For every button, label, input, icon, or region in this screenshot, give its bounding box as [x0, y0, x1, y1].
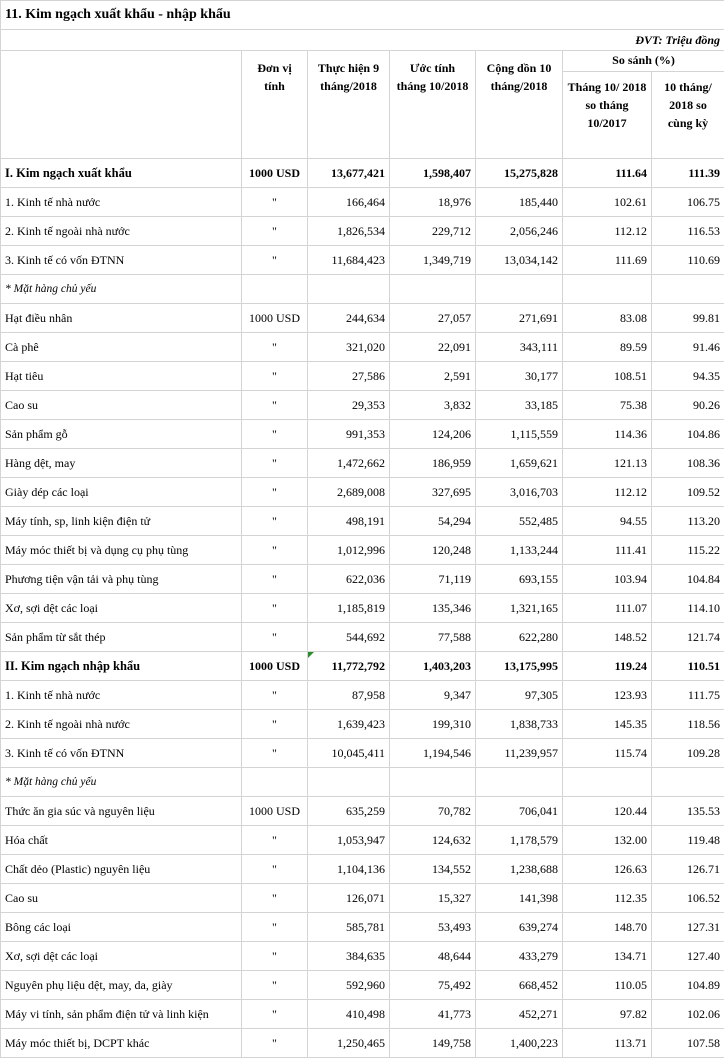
row-name: 3. Kinh tế có vốn ĐTNN	[1, 246, 242, 275]
row-col1: 991,353	[308, 420, 390, 449]
row-col4	[563, 768, 652, 797]
row-col4: 114.36	[563, 420, 652, 449]
row-col2	[390, 768, 476, 797]
table-row	[1, 507, 724, 536]
row-col4: 111.41	[563, 536, 652, 565]
row-col1: 1,826,534	[308, 217, 390, 246]
row-col2: 1,403,203	[390, 652, 476, 681]
table-row	[1, 536, 724, 565]
row-col5: 115.22	[652, 536, 724, 565]
row-name: Xơ, sợi dệt các loại	[1, 594, 242, 623]
row-col5: 135.53	[652, 797, 724, 826]
row-col4: 148.52	[563, 623, 652, 652]
row-col2: 135,346	[390, 594, 476, 623]
row-col3: 185,440	[476, 188, 563, 217]
row-col5: 126.71	[652, 855, 724, 884]
row-col2: 9,347	[390, 681, 476, 710]
row-name: I. Kim ngạch xuất khẩu	[1, 159, 242, 188]
row-col4: 75.38	[563, 391, 652, 420]
row-unit: "	[242, 449, 308, 478]
row-col4: 132.00	[563, 826, 652, 855]
row-name: Giày dép các loại	[1, 478, 242, 507]
row-col2: 70,782	[390, 797, 476, 826]
row-name: 1. Kinh tế nhà nước	[1, 188, 242, 217]
row-col2: 124,632	[390, 826, 476, 855]
header-col1: Thực hiện 9 tháng/2018	[308, 51, 390, 159]
row-col4: 112.35	[563, 884, 652, 913]
row-col2: 3,832	[390, 391, 476, 420]
row-col3: 1,238,688	[476, 855, 563, 884]
row-col4: 111.64	[563, 159, 652, 188]
row-col2: 22,091	[390, 333, 476, 362]
row-col3: 668,452	[476, 971, 563, 1000]
row-col3: 343,111	[476, 333, 563, 362]
row-unit: 1000 USD	[242, 304, 308, 333]
row-col4: 134.71	[563, 942, 652, 971]
row-name: * Mặt hàng chủ yếu	[1, 275, 242, 304]
row-col4: 112.12	[563, 478, 652, 507]
row-col3: 33,185	[476, 391, 563, 420]
row-col4: 120.44	[563, 797, 652, 826]
row-unit: "	[242, 594, 308, 623]
row-col1: 2,689,008	[308, 478, 390, 507]
row-name: Thức ăn gia súc và nguyên liệu	[1, 797, 242, 826]
row-name: Máy móc thiết bị và dụng cụ phụ tùng	[1, 536, 242, 565]
table-row	[1, 304, 724, 333]
header-col5: 10 tháng/ 2018 so cùng kỳ	[652, 72, 724, 159]
row-col5	[652, 275, 724, 304]
row-col4: 108.51	[563, 362, 652, 391]
row-name: 1. Kinh tế nhà nước	[1, 681, 242, 710]
row-col5: 109.52	[652, 478, 724, 507]
row-col2: 229,712	[390, 217, 476, 246]
row-unit: "	[242, 623, 308, 652]
row-col3: 1,115,559	[476, 420, 563, 449]
row-col3: 2,056,246	[476, 217, 563, 246]
row-col4: 121.13	[563, 449, 652, 478]
table-row	[1, 681, 724, 710]
row-name: Cao su	[1, 884, 242, 913]
row-col2: 71,119	[390, 565, 476, 594]
row-col4: 145.35	[563, 710, 652, 739]
row-col2: 41,773	[390, 1000, 476, 1029]
row-unit	[242, 768, 308, 797]
row-col1: 635,259	[308, 797, 390, 826]
row-unit: "	[242, 333, 308, 362]
table-row	[1, 362, 724, 391]
row-col2: 15,327	[390, 884, 476, 913]
header-unit: Đơn vị tính	[242, 51, 308, 159]
row-col3: 1,178,579	[476, 826, 563, 855]
row-col2: 75,492	[390, 971, 476, 1000]
row-col2: 1,598,407	[390, 159, 476, 188]
row-name: Bông các loại	[1, 913, 242, 942]
row-col1: 13,677,421	[308, 159, 390, 188]
row-col2: 186,959	[390, 449, 476, 478]
row-name: Hóa chất	[1, 826, 242, 855]
row-col2: 1,194,546	[390, 739, 476, 768]
row-col3: 452,271	[476, 1000, 563, 1029]
row-col4: 111.69	[563, 246, 652, 275]
row-col5: 111.75	[652, 681, 724, 710]
row-col2: 2,591	[390, 362, 476, 391]
row-unit: "	[242, 478, 308, 507]
row-unit: "	[242, 217, 308, 246]
row-col1: 166,464	[308, 188, 390, 217]
row-col3: 11,239,957	[476, 739, 563, 768]
row-col1: 622,036	[308, 565, 390, 594]
row-unit: "	[242, 855, 308, 884]
row-col3: 13,175,995	[476, 652, 563, 681]
page-title: 11. Kim ngạch xuất khẩu - nhập khẩu	[1, 1, 724, 30]
row-unit: "	[242, 1029, 308, 1058]
header-compare: So sánh (%)	[563, 51, 724, 72]
row-col5: 106.75	[652, 188, 724, 217]
row-col3: 271,691	[476, 304, 563, 333]
row-col3: 3,016,703	[476, 478, 563, 507]
table-row	[1, 739, 724, 768]
row-col3	[476, 275, 563, 304]
row-unit: "	[242, 188, 308, 217]
row-name: Hạt tiêu	[1, 362, 242, 391]
row-col4: 97.82	[563, 1000, 652, 1029]
row-col1: 321,020	[308, 333, 390, 362]
row-unit: "	[242, 739, 308, 768]
row-col4: 83.08	[563, 304, 652, 333]
table-row	[1, 652, 724, 681]
row-col5: 108.36	[652, 449, 724, 478]
row-unit: "	[242, 420, 308, 449]
row-col1: 410,498	[308, 1000, 390, 1029]
row-col2: 120,248	[390, 536, 476, 565]
row-name: Xơ, sợi dệt các loại	[1, 942, 242, 971]
row-col2: 199,310	[390, 710, 476, 739]
row-col5: 104.89	[652, 971, 724, 1000]
table-row	[1, 710, 724, 739]
row-col5: 110.51	[652, 652, 724, 681]
unit-note: ĐVT: Triệu đồng	[1, 30, 724, 51]
row-unit: "	[242, 507, 308, 536]
header-col2: Ước tính tháng 10/2018	[390, 51, 476, 159]
row-name: Hàng dệt, may	[1, 449, 242, 478]
table-row	[1, 333, 724, 362]
row-col4: 115.74	[563, 739, 652, 768]
row-col3: 1,659,621	[476, 449, 563, 478]
row-unit: "	[242, 246, 308, 275]
table-row	[1, 391, 724, 420]
table-row	[1, 797, 724, 826]
row-col5: 91.46	[652, 333, 724, 362]
row-col3: 1,838,733	[476, 710, 563, 739]
row-col1: 1,185,819	[308, 594, 390, 623]
row-col1	[308, 275, 390, 304]
row-col5: 127.40	[652, 942, 724, 971]
row-unit: 1000 USD	[242, 159, 308, 188]
row-name: 2. Kinh tế ngoài nhà nước	[1, 217, 242, 246]
row-col1: 1,639,423	[308, 710, 390, 739]
row-unit: "	[242, 826, 308, 855]
row-col5: 127.31	[652, 913, 724, 942]
row-col1: 592,960	[308, 971, 390, 1000]
row-name: II. Kim ngạch nhập khẩu	[1, 652, 242, 681]
row-col1: 384,635	[308, 942, 390, 971]
row-name: Máy vi tính, sản phẩm điện tử và linh kiện	[1, 1000, 242, 1029]
row-col4: 112.12	[563, 217, 652, 246]
row-col1: 1,250,465	[308, 1029, 390, 1058]
row-unit: "	[242, 681, 308, 710]
row-col4: 94.55	[563, 507, 652, 536]
row-col1: 1,012,996	[308, 536, 390, 565]
row-col1: 126,071	[308, 884, 390, 913]
row-col3: 706,041	[476, 797, 563, 826]
row-col5: 104.86	[652, 420, 724, 449]
row-unit: "	[242, 536, 308, 565]
row-col5	[652, 768, 724, 797]
row-col4: 89.59	[563, 333, 652, 362]
row-col1: 585,781	[308, 913, 390, 942]
row-name: Cao su	[1, 391, 242, 420]
row-unit	[242, 275, 308, 304]
row-col4: 119.24	[563, 652, 652, 681]
row-col2	[390, 275, 476, 304]
table-row	[1, 478, 724, 507]
row-col1: 1,053,947	[308, 826, 390, 855]
row-name: Nguyên phụ liệu dệt, may, da, giày	[1, 971, 242, 1000]
row-col4: 148.70	[563, 913, 652, 942]
row-col5: 99.81	[652, 304, 724, 333]
table-row	[1, 159, 724, 188]
row-col5: 113.20	[652, 507, 724, 536]
row-col1: 29,353	[308, 391, 390, 420]
row-col1: 87,958	[308, 681, 390, 710]
row-col1: 27,586	[308, 362, 390, 391]
row-col2: 1,349,719	[390, 246, 476, 275]
table-row	[1, 420, 724, 449]
row-col1: 1,104,136	[308, 855, 390, 884]
table-row	[1, 1029, 724, 1058]
table-row	[1, 855, 724, 884]
row-col5: 106.52	[652, 884, 724, 913]
row-col5: 111.39	[652, 159, 724, 188]
row-col4	[563, 275, 652, 304]
row-unit: "	[242, 565, 308, 594]
row-col1: 11,684,423	[308, 246, 390, 275]
row-unit: 1000 USD	[242, 797, 308, 826]
table-row	[1, 913, 724, 942]
row-name: Cà phê	[1, 333, 242, 362]
row-col5: 107.58	[652, 1029, 724, 1058]
table-row	[1, 217, 724, 246]
table-row	[1, 275, 724, 304]
row-col4: 110.05	[563, 971, 652, 1000]
row-col2: 134,552	[390, 855, 476, 884]
table-row	[1, 1000, 724, 1029]
row-name: * Mặt hàng chủ yếu	[1, 768, 242, 797]
row-col3: 97,305	[476, 681, 563, 710]
table-row	[1, 449, 724, 478]
row-col2: 327,695	[390, 478, 476, 507]
table-row	[1, 188, 724, 217]
row-name: Phương tiện vận tải và phụ tùng	[1, 565, 242, 594]
row-name: Máy móc thiết bị, DCPT khác	[1, 1029, 242, 1058]
row-col1	[308, 768, 390, 797]
table-row	[1, 565, 724, 594]
row-col2: 77,588	[390, 623, 476, 652]
row-name: 2. Kinh tế ngoài nhà nước	[1, 710, 242, 739]
row-unit: 1000 USD	[242, 652, 308, 681]
table-row	[1, 884, 724, 913]
row-col4: 126.63	[563, 855, 652, 884]
row-col5: 121.74	[652, 623, 724, 652]
row-col3: 1,321,165	[476, 594, 563, 623]
header-name-cell	[1, 51, 242, 159]
row-name: Máy tính, sp, linh kiện điện tử	[1, 507, 242, 536]
row-name: Sản phẩm gỗ	[1, 420, 242, 449]
row-unit: "	[242, 971, 308, 1000]
row-col3: 30,177	[476, 362, 563, 391]
row-col4: 113.71	[563, 1029, 652, 1058]
row-col5: 116.53	[652, 217, 724, 246]
row-unit: "	[242, 391, 308, 420]
row-name: Sản phẩm từ sắt thép	[1, 623, 242, 652]
row-col2: 18,976	[390, 188, 476, 217]
row-col1: 10,045,411	[308, 739, 390, 768]
row-col1: 244,634	[308, 304, 390, 333]
row-col3	[476, 768, 563, 797]
row-col5: 118.56	[652, 710, 724, 739]
row-col4: 111.07	[563, 594, 652, 623]
row-unit: "	[242, 362, 308, 391]
row-name: Chất dẻo (Plastic) nguyên liệu	[1, 855, 242, 884]
row-col3: 622,280	[476, 623, 563, 652]
row-col5: 90.26	[652, 391, 724, 420]
table-row	[1, 246, 724, 275]
row-col1: 498,191	[308, 507, 390, 536]
row-unit: "	[242, 913, 308, 942]
row-col5: 104.84	[652, 565, 724, 594]
row-unit: "	[242, 1000, 308, 1029]
row-name: Hạt điều nhân	[1, 304, 242, 333]
table-row	[1, 623, 724, 652]
table-row	[1, 594, 724, 623]
row-unit: "	[242, 710, 308, 739]
row-col5: 94.35	[652, 362, 724, 391]
row-unit: "	[242, 942, 308, 971]
row-col5: 119.48	[652, 826, 724, 855]
header-col4: Tháng 10/ 2018 so tháng 10/2017	[563, 72, 652, 159]
row-col5: 114.10	[652, 594, 724, 623]
row-unit: "	[242, 884, 308, 913]
row-col5: 102.06	[652, 1000, 724, 1029]
row-col1: 11,772,792	[308, 652, 390, 681]
row-name: 3. Kinh tế có vốn ĐTNN	[1, 739, 242, 768]
row-col1: 544,692	[308, 623, 390, 652]
row-col3: 141,398	[476, 884, 563, 913]
table-row	[1, 971, 724, 1000]
row-col3: 13,034,142	[476, 246, 563, 275]
row-col4: 102.61	[563, 188, 652, 217]
row-col2: 48,644	[390, 942, 476, 971]
row-col1: 1,472,662	[308, 449, 390, 478]
row-col4: 103.94	[563, 565, 652, 594]
row-col3: 1,133,244	[476, 536, 563, 565]
header-col3: Cộng dồn 10 tháng/2018	[476, 51, 563, 159]
row-col3: 693,155	[476, 565, 563, 594]
row-col3: 639,274	[476, 913, 563, 942]
table-row	[1, 942, 724, 971]
row-col2: 124,206	[390, 420, 476, 449]
row-col5: 110.69	[652, 246, 724, 275]
row-col2: 54,294	[390, 507, 476, 536]
table-row	[1, 826, 724, 855]
row-col2: 53,493	[390, 913, 476, 942]
row-col3: 1,400,223	[476, 1029, 563, 1058]
row-col2: 27,057	[390, 304, 476, 333]
row-col3: 552,485	[476, 507, 563, 536]
row-col3: 15,275,828	[476, 159, 563, 188]
row-col2: 149,758	[390, 1029, 476, 1058]
table-row	[1, 768, 724, 797]
row-col3: 433,279	[476, 942, 563, 971]
row-col4: 123.93	[563, 681, 652, 710]
row-col5: 109.28	[652, 739, 724, 768]
